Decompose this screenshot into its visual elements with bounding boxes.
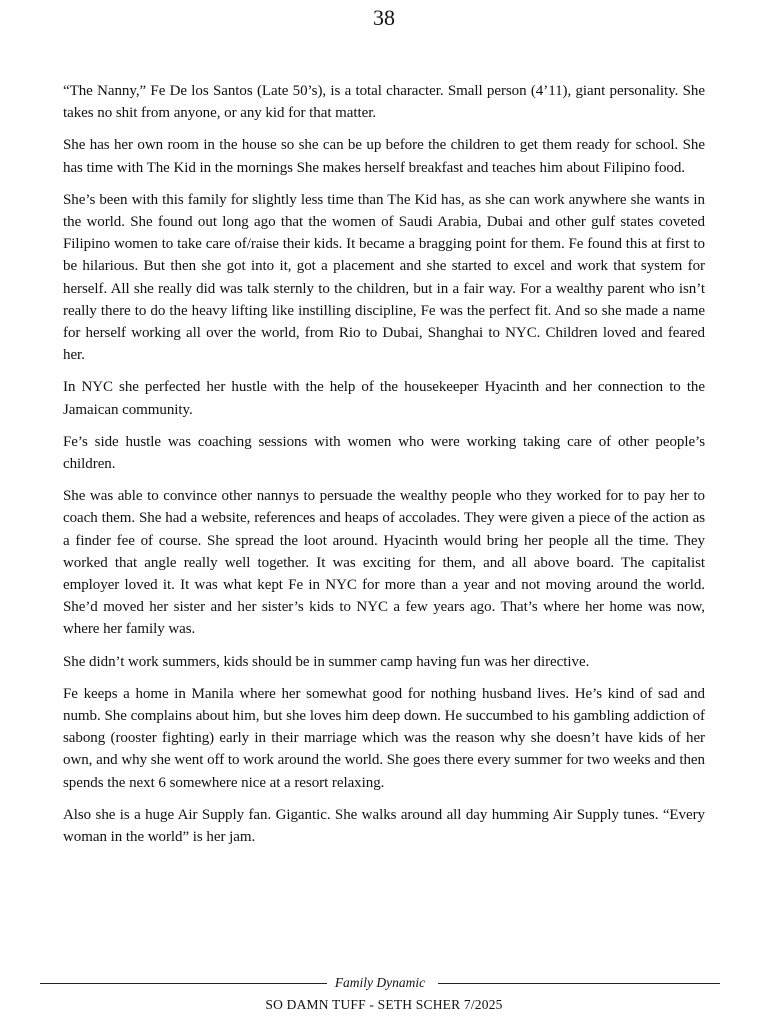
paragraph: In NYC she perfected her hustle with the help of the housekeeper Hyacinth and her connection to the Jamaican community.	[63, 379, 705, 418]
footer-rule	[40, 974, 720, 992]
paragraph: She didn’t work summers, kids should be in summer camp having fun was her directive.	[63, 653, 590, 670]
body-text	[63, 80, 705, 858]
paragraph: She’s been with this family for slightly less time than The Kid has, as she can work anywhere she wants in the world. She found out long ago that the women of Saudi Arabia, Dubai and other gulf states coveted Filipino women to take care of/raise their kids. It became a bragging point for them. Fe found this at first to be hilarious. But then she got into it, got a placement and she started to excel and work that system for herself. All she really did was talk sternly to the children, but in a fair way. For a wealthy parent who isn’t really there to do the heavy lifting like instilling discipline, Fe was the perfect fit. And so she made a name for herself working all over the world, from Rio to Dubai, Shanghai to NYC. Children loved and feared her.	[63, 191, 705, 364]
paragraph: She was able to convince other nannys to persuade the wealthy people who they worked for to pay her to coach them. She had a website, references and heaps of accolades. They were given a piece of the action as a finder fee of course. She spread the loot around. Hyacinth would bring her people all the time. They worked that angle really well together. It was exciting for them, and all above board. The capitalist employer loved it. It was what kept Fe in NYC for more than a year and not moving around the world. She’d moved her sister and her sister’s kids to NYC a few years ago. That’s where her home was now, where her family was.	[63, 488, 705, 638]
paragraph: Also she is a huge Air Supply fan. Gigantic. She walks around all day humming Air Supply tunes. “Every woman in the world” is her jam.	[63, 806, 705, 846]
paragraph: Fe keeps a home in Manila where her somewhat good for nothing husband lives. He’s kind of sad and numb. She complains about him, but she loves him deep down. He succumbed to his gambling addiction of sabong (rooster fighting) early in their marriage which was the reason why she doesn’t have kids of her own, and why she went off to work around the world. She goes there every summer for two weeks and then spends the next 6 somewhere nice at a resort relaxing.	[63, 685, 705, 791]
footer-document-title: SO DAMN TUFF - SETH SCHER 7/2025	[265, 997, 503, 1012]
footer-divider-right	[438, 983, 720, 984]
page-number: 38	[373, 5, 395, 30]
paragraph: Fe’s side hustle was coaching sessions with women who were working taking care of other people’s children.	[63, 433, 705, 473]
paragraph: “The Nanny,” Fe De los Santos (Late 50’s), is a total character. Small person (4’11), giant personality. She takes no shit from anyone, or any kid for that matter.	[63, 83, 705, 122]
paragraph: She has her own room in the house so she can be up before the children to get them ready for school. She has time with The Kid in the mornings She makes herself breakfast and teaches him about Filipino food.	[63, 137, 705, 176]
footer-section-title: Family Dynamic	[334, 975, 426, 990]
